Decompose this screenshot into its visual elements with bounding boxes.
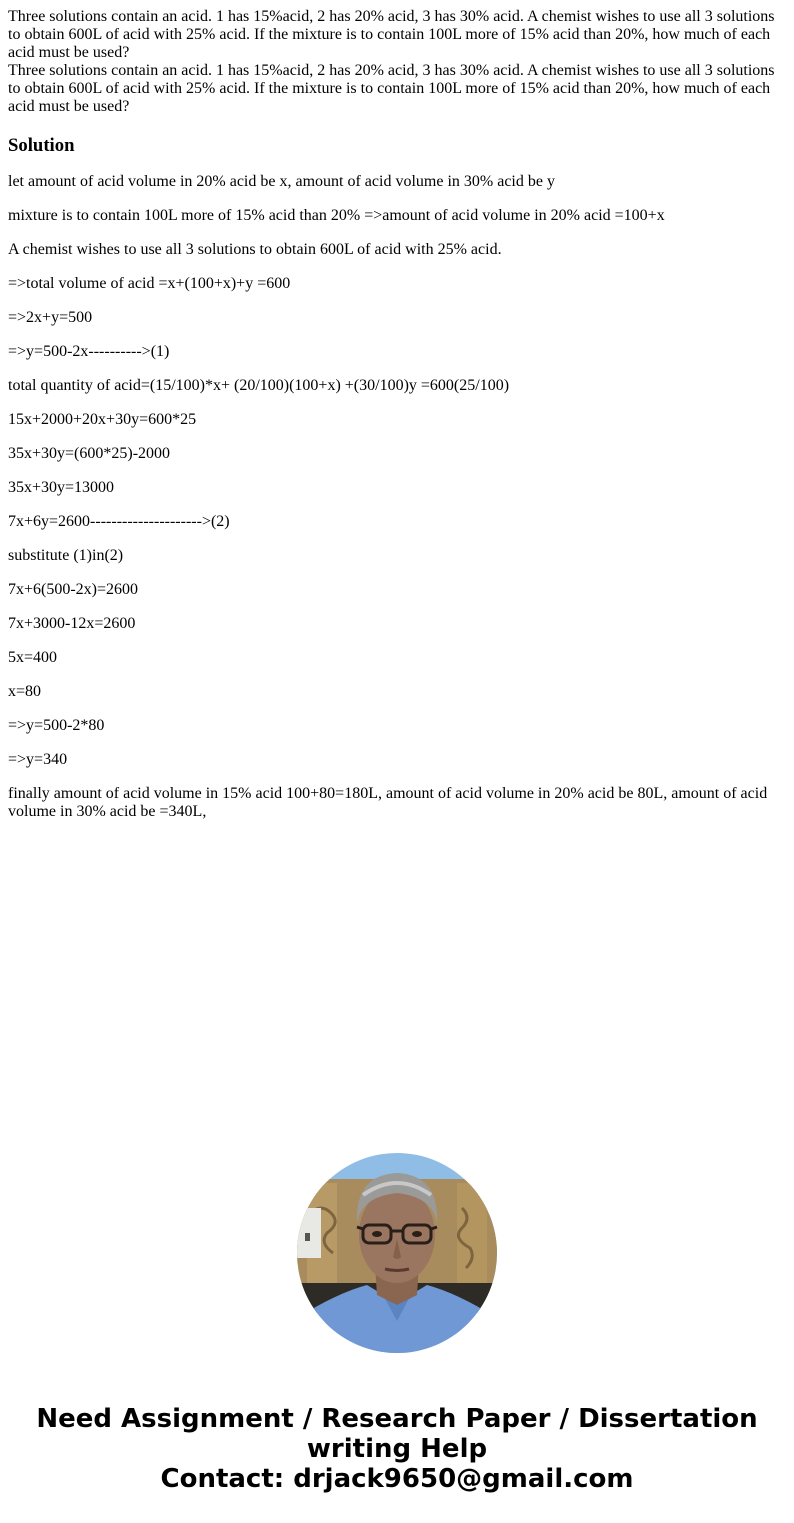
solution-step: =>2x+y=500 xyxy=(8,309,93,326)
solution-step: =>y=500-2x---------->(1) xyxy=(8,343,170,360)
promo-contact: Contact: drjack9650@gmail.com xyxy=(160,1464,634,1494)
solution-step: let amount of acid volume in 20% acid be x, amount of acid volume in 30% acid be y xyxy=(8,173,555,190)
solution-step: A chemist wishes to use all 3 solutions to obtain 600L of acid with 25% acid. xyxy=(8,241,502,258)
solution-step: finally amount of acid volume in 15% acid 100+80=180L, amount of acid volume in 20% acid be 80L, amount of acid volume in 30% acid be =340L, xyxy=(8,785,768,820)
solution-step: 5x=400 xyxy=(8,649,58,666)
solution-step: total quantity of acid=(15/100)*x+ (20/100)(100+x) +(30/100)y =600(25/100) xyxy=(8,377,510,394)
solution-step: 7x+3000-12x=2600 xyxy=(8,615,136,632)
promo-line-1: Need Assignment / Research Paper / Dissertation xyxy=(36,1404,758,1434)
promo-banner xyxy=(0,1404,794,1494)
solution-step: 35x+30y=(600*25)-2000 xyxy=(8,445,171,462)
solution-step: x=80 xyxy=(8,683,42,700)
person-portrait-icon xyxy=(297,1153,497,1353)
promo-line-2: writing Help xyxy=(306,1434,488,1464)
solution-step: mixture is to contain 100L more of 15% acid than 20% =>amount of acid volume in 20% acid =100+x xyxy=(8,207,665,224)
solution-step: 7x+6(500-2x)=2600 xyxy=(8,581,139,598)
solution-step: 7x+6y=2600--------------------->(2) xyxy=(8,513,230,530)
solution-steps xyxy=(8,173,786,821)
solution-step: 35x+30y=13000 xyxy=(8,479,115,496)
question-text-1: Three solutions contain an acid. 1 has 15%acid, 2 has 20% acid, 3 has 30% acid. A chemist wishes to use all 3 solutions to obtain 600L of acid with 25% acid. If the mixture is to contain 100L more of 15% acid than 20%, how much of each acid must be used? xyxy=(8,8,775,61)
solution-step: =>y=500-2*80 xyxy=(8,717,105,734)
solution-step: =>y=340 xyxy=(8,751,68,768)
solution-step: 15x+2000+20x+30y=600*25 xyxy=(8,411,197,428)
question-text-2: Three solutions contain an acid. 1 has 15%acid, 2 has 20% acid, 3 has 30% acid. A chemist wishes to use all 3 solutions to obtain 600L of acid with 25% acid. If the mixture is to contain 100L more of 15% acid than 20%, how much of each acid must be used? xyxy=(8,62,775,115)
avatar xyxy=(297,1153,497,1353)
document-content xyxy=(8,8,786,837)
solution-heading: Solution xyxy=(8,135,75,156)
solution-step: substitute (1)in(2) xyxy=(8,547,124,564)
solution-step: =>total volume of acid =x+(100+x)+y =600 xyxy=(8,275,291,292)
